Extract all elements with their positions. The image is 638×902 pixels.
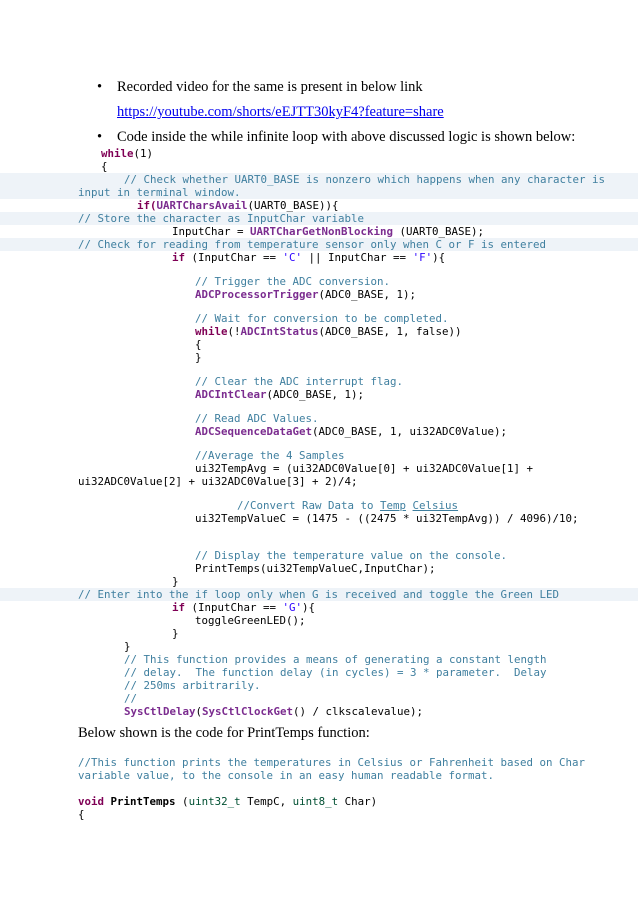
code-token: Char) [338, 795, 378, 808]
code-comment: Temp [380, 499, 407, 512]
code-line [0, 412, 638, 425]
code-string: 'F' [412, 251, 433, 264]
code-line [0, 275, 638, 288]
code-comment: // Check whether UART0_BASE is nonzero which happens when any character is [124, 173, 606, 186]
code-token: } [195, 351, 202, 364]
code-line [0, 147, 638, 160]
code-line [0, 627, 638, 640]
code-line [0, 705, 638, 718]
code-token: if [172, 601, 186, 614]
code-line [0, 212, 638, 225]
code-token: InputChar = [172, 225, 251, 238]
code-line [0, 562, 638, 575]
code-token: TempC, [240, 795, 293, 808]
code-line [0, 795, 638, 808]
code-token: (1) [133, 147, 154, 160]
code-line [0, 588, 638, 601]
code-line [0, 388, 638, 401]
code-token: { [78, 808, 85, 821]
bullet-marker: • [97, 129, 103, 145]
code-comment: Celsius [412, 499, 459, 512]
code-token: ){ [432, 251, 446, 264]
code-comment: //This function prints the temperatures in Celsius or Fahrenheit based on Char [78, 756, 586, 769]
code-comment: variable value, to the console in an easy human readable format. [78, 769, 495, 782]
code-line [0, 238, 638, 251]
code-function: SysCtlDelay [124, 705, 196, 718]
code-token: while [101, 147, 134, 160]
code-token: PrintTemps(ui32TempValueC,InputChar); [195, 562, 436, 575]
code-line [0, 449, 638, 462]
code-line [0, 199, 638, 212]
code-comment: // Check for reading from temperature sensor only when C or F is entered [78, 238, 547, 251]
code-line [0, 575, 638, 588]
code-token: ui32TempAvg = (ui32ADC0Value[0] + ui32ADC0Value[1] + [195, 462, 534, 475]
code-comment: // 250ms arbitrarily. [124, 679, 261, 692]
code-function: ADCIntClear [195, 388, 267, 401]
code-comment: //Convert Raw Data to [237, 499, 381, 512]
code-line [0, 225, 638, 238]
code-comment: // Wait for conversion to be completed. [195, 312, 449, 325]
code-line [0, 312, 638, 325]
bullet-text-code: Code inside the while infinite loop with above discussed logic is shown below: [117, 129, 576, 145]
code-line [0, 375, 638, 388]
code-line [0, 601, 638, 614]
code-comment: // Enter into the if loop only when G is received and toggle the Green LED [78, 588, 560, 601]
code-line [0, 640, 638, 653]
code-type: uint32_t [188, 795, 241, 808]
code-line [0, 338, 638, 351]
code-line [0, 351, 638, 364]
code-token: } [172, 575, 179, 588]
code-line [0, 288, 638, 301]
code-token: } [172, 627, 179, 640]
code-line [0, 666, 638, 679]
code-line [0, 186, 638, 199]
code-line [0, 173, 638, 186]
code-token: ( [175, 795, 189, 808]
code-line [0, 499, 638, 512]
code-line [0, 512, 638, 525]
code-string: 'C' [282, 251, 303, 264]
code-line [0, 251, 638, 264]
code-token: } [124, 640, 131, 653]
code-line [0, 769, 638, 782]
code-comment: input in terminal window. [78, 186, 241, 199]
code-function: SysCtlClockGet [202, 705, 294, 718]
code-function: PrintTemps [110, 795, 176, 808]
code-comment: // [124, 692, 138, 705]
code-line [0, 614, 638, 627]
section-heading-printtemps: Below shown is the code for PrintTemps function: [78, 725, 370, 741]
code-token: (UART0_BASE); [393, 225, 485, 238]
code-token: (ADC0_BASE, 1); [266, 388, 365, 401]
code-token: toggleGreenLED(); [195, 614, 306, 627]
code-token: ui32ADC0Value[2] + ui32ADC0Value[3] + 2)/4; [78, 475, 358, 488]
code-line [0, 462, 638, 475]
code-line [0, 425, 638, 438]
code-token: ui32TempValueC = (1475 - ((2475 * ui32TempAvg)) / 4096)/10; [195, 512, 579, 525]
code-line [0, 756, 638, 769]
code-token: ( [195, 705, 203, 718]
code-token: (! [227, 325, 241, 338]
code-token: void [78, 795, 105, 808]
bullet-marker: • [97, 79, 103, 95]
code-function: UARTCharGetNonBlocking [250, 225, 394, 238]
code-token: (InputChar == [185, 251, 283, 264]
code-token: (ADC0_BASE, 1); [318, 288, 417, 301]
code-token: ){ [302, 601, 316, 614]
code-function: ADCSequenceDataGet [195, 425, 313, 438]
code-token: (ADC0_BASE, 1, ui32ADC0Value); [312, 425, 508, 438]
code-comment: // Trigger the ADC conversion. [195, 275, 391, 288]
code-token: if( [137, 199, 157, 212]
code-line [0, 475, 638, 488]
code-line [0, 679, 638, 692]
code-string: 'G' [282, 601, 303, 614]
code-function: ADCProcessorTrigger [195, 288, 319, 301]
code-line [0, 653, 638, 666]
code-comment: // This function provides a means of generating a constant length [124, 653, 547, 666]
code-comment: // Store the character as InputChar variable [78, 212, 365, 225]
code-comment: // Clear the ADC interrupt flag. [195, 375, 404, 388]
code-comment: // Read ADC Values. [195, 412, 319, 425]
code-line [0, 549, 638, 562]
code-comment: // Display the temperature value on the console. [195, 549, 508, 562]
code-line [0, 325, 638, 338]
code-function: UARTCharsAvail [156, 199, 248, 212]
code-function: ADCIntStatus [240, 325, 319, 338]
code-token: (InputChar == [185, 601, 283, 614]
bullet-text-video: Recorded video for the same is present in below link [117, 79, 423, 95]
code-comment: //Average the 4 Samples [195, 449, 345, 462]
code-comment: // delay. The function delay (in cycles) = 3 * parameter. Delay [124, 666, 547, 679]
code-line [0, 160, 638, 173]
code-token: { [195, 338, 202, 351]
code-line [0, 808, 638, 821]
code-token: { [101, 160, 108, 173]
code-token: while [195, 325, 228, 338]
youtube-link[interactable]: https://youtube.com/shorts/eEJTT30kyF4?feature=share [117, 104, 444, 120]
code-line [0, 692, 638, 705]
code-token: if [172, 251, 186, 264]
code-token: () / clkscalevalue); [293, 705, 424, 718]
code-token: (ADC0_BASE, 1, false)) [318, 325, 462, 338]
code-token: || InputChar == [302, 251, 413, 264]
code-token: (UART0_BASE)){ [247, 199, 339, 212]
code-type: uint8_t [292, 795, 339, 808]
